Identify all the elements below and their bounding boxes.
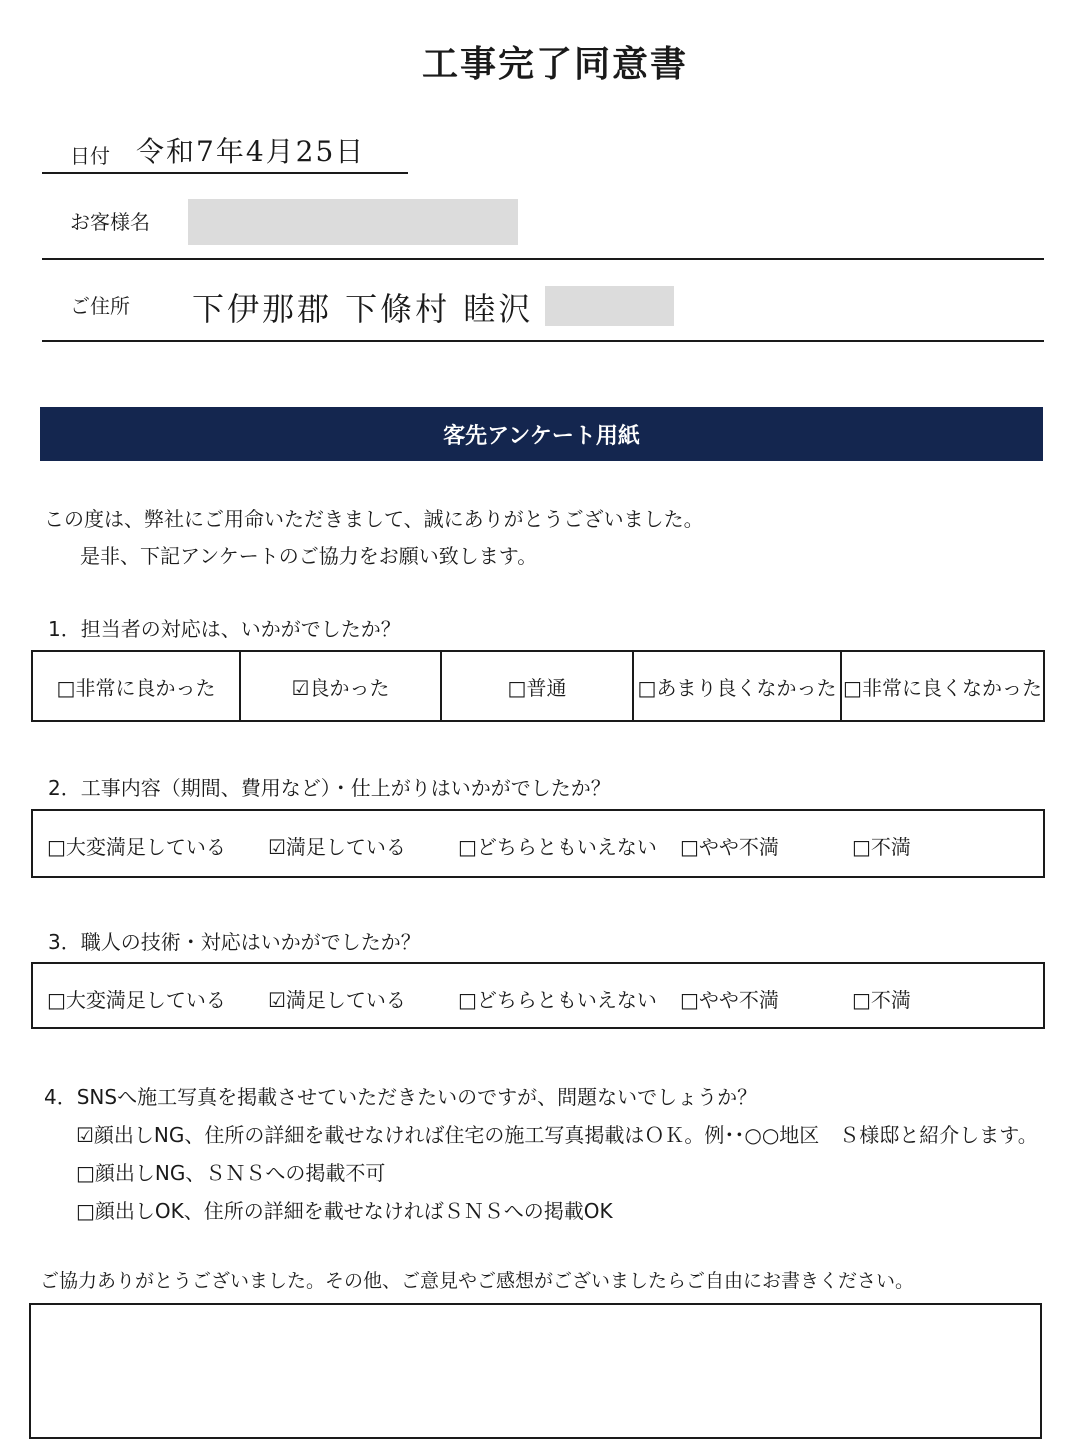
q1-option-very-bad[interactable]: □非常に良くなかった — [843, 675, 1042, 700]
q2-option-very-satisfied[interactable]: □大変満足している — [47, 835, 226, 859]
address-redaction — [545, 286, 674, 326]
address-underline — [42, 340, 1044, 342]
q3-option-neutral[interactable]: □どちらともいえない — [458, 988, 657, 1012]
q4-option-face-ok-sns-ok[interactable]: □顔出しOK、住所の詳細を載せなければＳＮＳへの掲載OK — [76, 1199, 613, 1223]
customer-name-redaction — [188, 199, 518, 245]
question-3-options — [31, 962, 1045, 1029]
intro-line-1: この度は、弊社にご用命いただきまして、誠にありがとうございました。 — [44, 507, 704, 531]
question-1: 1．担当者の対応は、いかがでしたか？ — [48, 617, 401, 641]
q4-option-face-ng-photo-ok[interactable]: ☑顔出しNG、住所の詳細を載せなければ住宅の施工写真掲載はＯＫ。例･･○○地区 Ｓ様邸と紹介します。 — [76, 1123, 1038, 1147]
customer-name-label: お客様名 — [70, 210, 150, 234]
intro-line-2: 是非、下記アンケートのご協力をお願い致します。 — [80, 544, 538, 568]
question-1-options — [31, 650, 1045, 722]
document-title: 工事完了同意書 — [421, 44, 688, 85]
q2-option-neutral[interactable]: □どちらともいえない — [458, 835, 657, 859]
q1-option-average[interactable]: □普通 — [442, 652, 634, 720]
q2-option-dissatisfied[interactable]: □不満 — [852, 835, 911, 859]
survey-banner-text: 客先アンケート用紙 — [443, 423, 640, 449]
question-4: 4．SNSへ施工写真を掲載させていただきたいのですが、問題ないでしょうか？ — [44, 1085, 758, 1109]
q2-option-satisfied[interactable]: ☑満足している — [268, 835, 406, 859]
date-label: 日付 — [70, 144, 110, 168]
q3-option-satisfied[interactable]: ☑満足している — [268, 988, 406, 1012]
q1-option-good[interactable]: ☑良かった — [241, 652, 442, 720]
q3-option-very-satisfied[interactable]: □大変満足している — [47, 988, 226, 1012]
date-value: 令和7年4月25日 — [136, 135, 366, 168]
address-label: ご住所 — [70, 294, 130, 318]
q1-option-not-good[interactable]: □あまり良くなかった — [634, 652, 842, 720]
closing-text: ご協力ありがとうございました。その他、ご意見やご感想がございましたらご自由にお書きください。 — [40, 1270, 915, 1292]
q2-option-somewhat-dissatisfied[interactable]: □やや不満 — [680, 835, 779, 859]
address-value: 下伊那郡 下條村 睦沢 — [192, 290, 534, 328]
survey-banner — [40, 407, 1043, 461]
q3-option-dissatisfied[interactable]: □不満 — [852, 988, 911, 1012]
date-underline — [42, 172, 408, 174]
free-comment-box[interactable] — [29, 1303, 1042, 1439]
question-3: 3．職人の技術・対応はいかがでしたか？ — [48, 930, 421, 954]
customer-name-underline — [42, 258, 1044, 260]
question-2-options — [31, 809, 1045, 878]
q4-option-face-ng-no-sns[interactable]: □顔出しNG、ＳＮＳへの掲載不可 — [76, 1161, 386, 1185]
q1-option-very-good[interactable]: □非常に良かった — [33, 652, 241, 720]
q3-option-somewhat-dissatisfied[interactable]: □やや不満 — [680, 988, 779, 1012]
question-2: 2．工事内容（期間、費用など）・仕上がりはいかがでしたか？ — [48, 776, 611, 800]
